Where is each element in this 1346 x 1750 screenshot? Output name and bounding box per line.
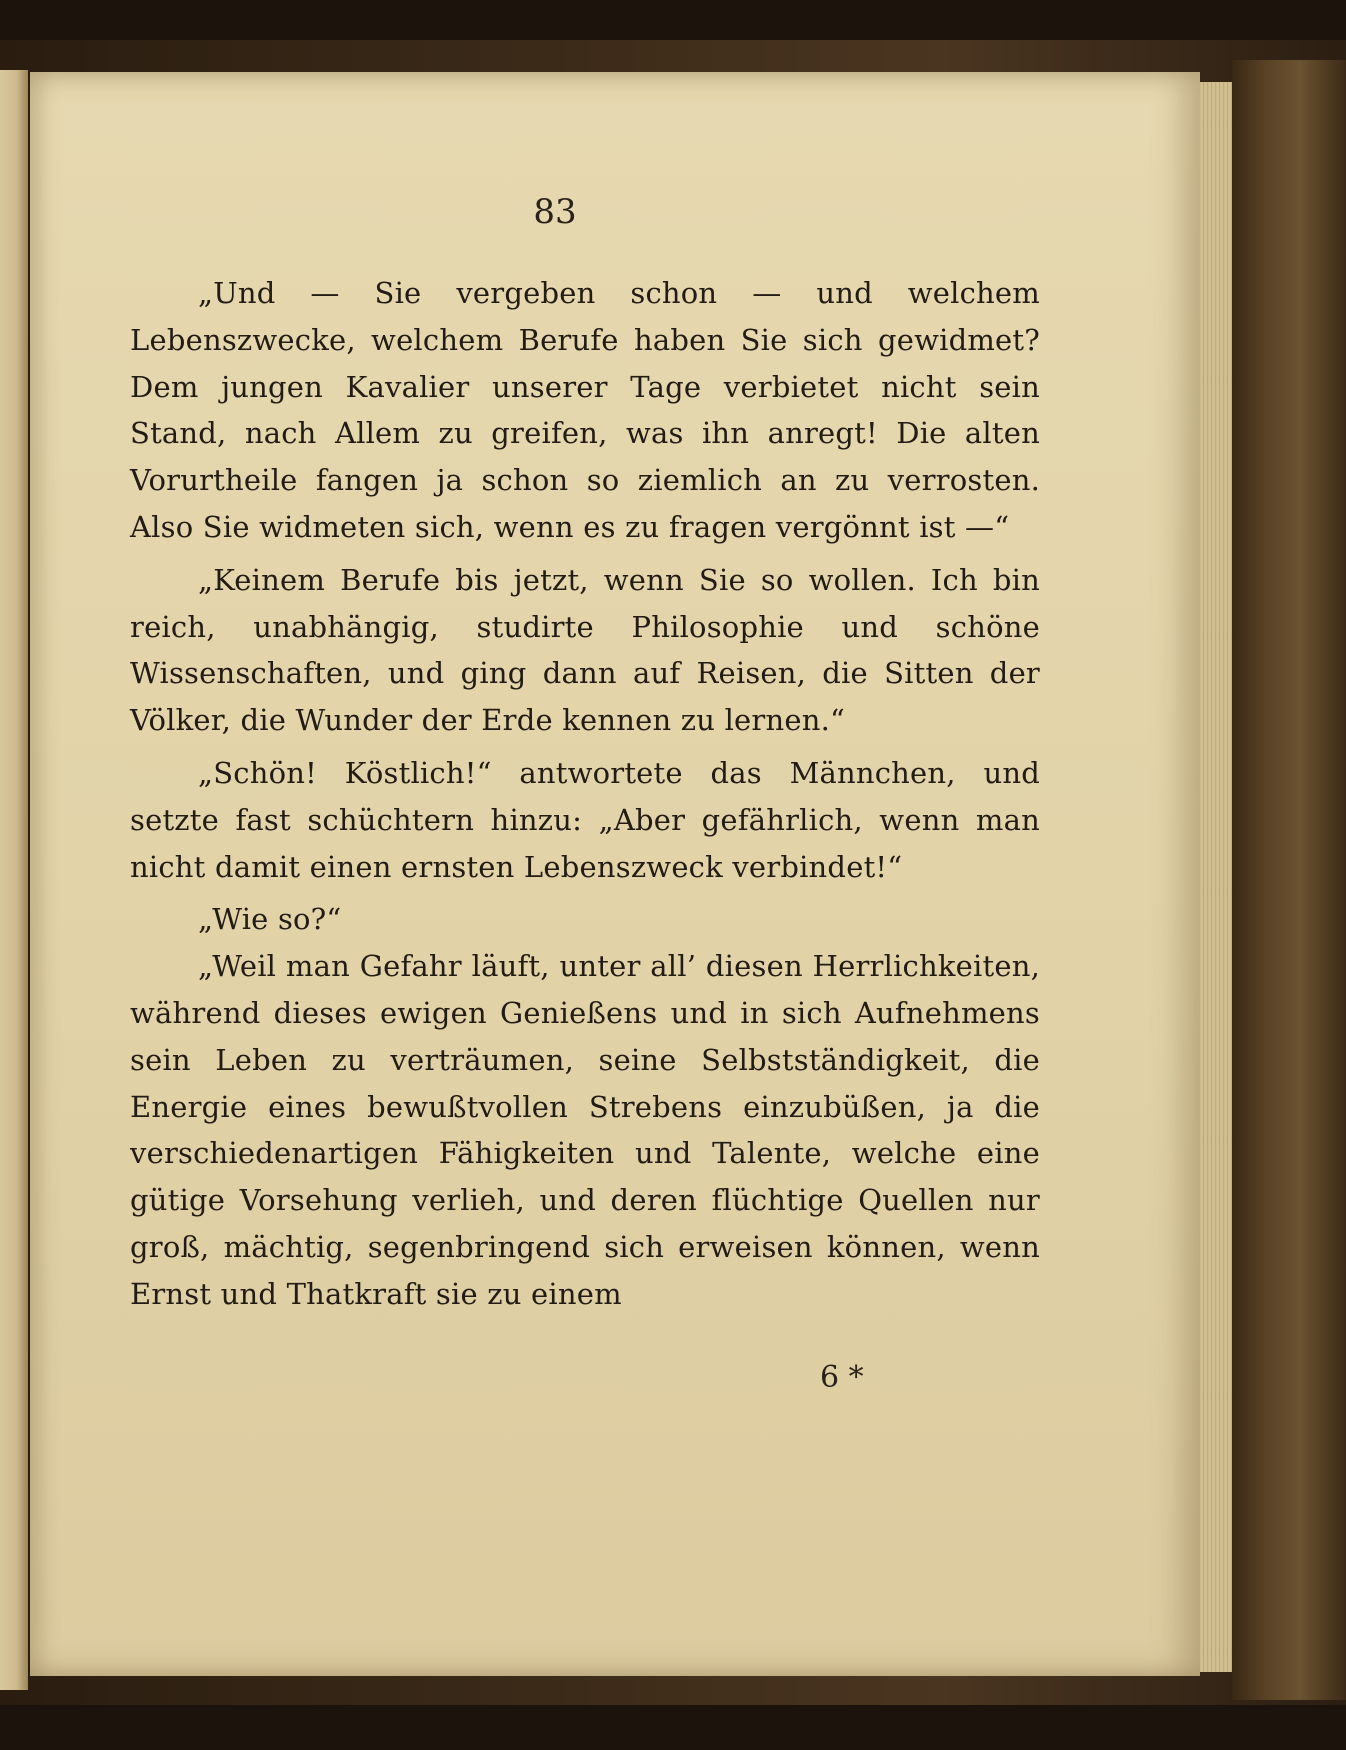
paragraph: „Wie so?“ (198, 902, 342, 937)
left-page-edge (0, 70, 28, 1690)
paragraph: „Weil man Gefahr läuft, unter all’ diesen Herrlichkeiten, während dieses ewigen Genießens und in sich Aufnehmens sein Leben zu verträumen, seine Selbstständigkeit, die Energie eines bewußtvollen Strebens einzubüßen, ja die verschiedenartigen Fähigkeiten und Talente, welche eine gütige Vorsehung verlieh, und deren flüchtige Quellen nur groß, mächtig, segenbringend sich erweisen können, wenn Ernst und Thatkraft sie zu einem (130, 949, 1040, 1311)
paragraph: „Und — Sie vergeben schon — und welchem Lebenszwecke, welchem Berufe haben Sie sich gewidmet? Dem jungen Kavalier unserer Tage verbietet nicht sein Stand, nach Allem zu greifen, was ihn anregt! Die alten Vorurtheile fangen ja schon so ziemlich an zu verrosten. Also Sie widmeten sich, wenn es zu fragen vergönnt ist —“ (130, 276, 1040, 544)
paragraph: „Keinem Berufe bis jetzt, wenn Sie so wollen. Ich bin reich, unabhängig, studirte Philosophie und schöne Wissenschaften, und ging dann auf Reisen, die Sitten der Völker, die Wunder der Erde kennen zu lernen.“ (130, 562, 1040, 738)
paragraph: „Schön! Köstlich!“ antwortete das Männchen, und setzte fast schüchtern hinzu: „Aber gefährlich, wenn man nicht damit einen ernsten Lebenszweck verbindet!“ (130, 755, 1040, 884)
page-number: 83 (533, 192, 577, 232)
body-text (130, 270, 1040, 1318)
signature-mark: 6 * (820, 1360, 864, 1395)
page-edges (1200, 82, 1232, 1672)
book-binding (1232, 60, 1346, 1700)
